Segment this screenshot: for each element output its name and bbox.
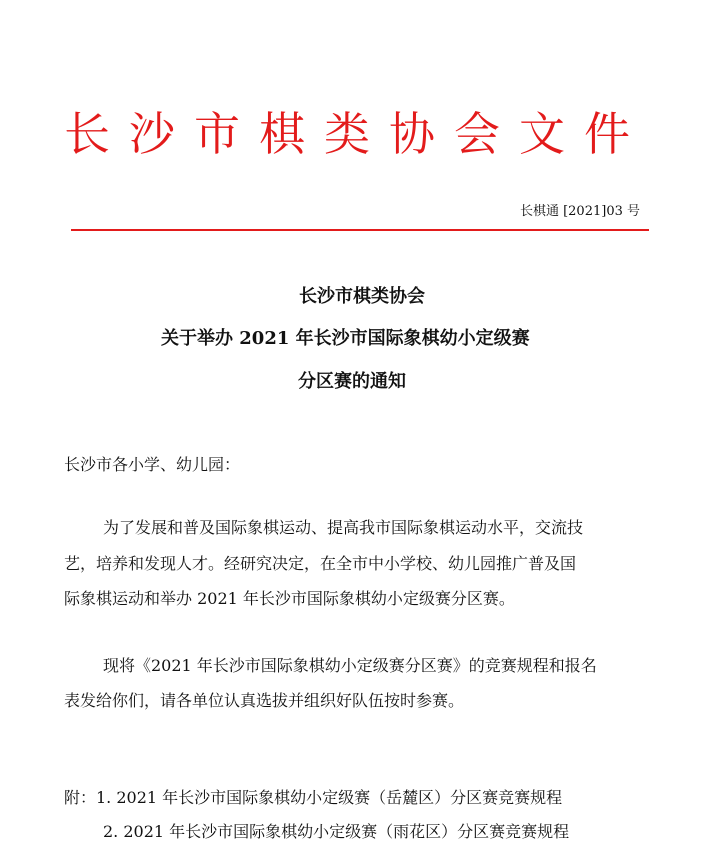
paragraph-1-line-2: 艺，培养和发现人才。经研究决定，在全市中小学校、幼儿园推广普及国 — [64, 554, 577, 573]
organization-header: 长沙市棋类协会文件 — [64, 107, 649, 161]
paragraph-2-line-1: 现将《2021 年长沙市国际象棋幼小定级赛分区赛》的竞赛规程和报名 — [103, 656, 597, 675]
attachment-item-2: 2. 2021 年长沙市国际象棋幼小定级赛（雨花区）分区赛竞赛规程 — [103, 822, 570, 841]
document-number: 长棋通 [2021]03 号 — [519, 204, 640, 219]
paragraph-1-line-3: 际象棋运动和举办 2021 年长沙市国际象棋幼小定级赛分区赛。 — [64, 589, 515, 608]
paragraph-2-line-2: 表发给你们，请各单位认真选拔并组织好队伍按时参赛。 — [64, 691, 465, 710]
attachment-item-1: 附：1. 2021 年长沙市国际象棋幼小定级赛（岳麓区）分区赛竞赛规程 — [64, 788, 563, 807]
red-divider-line — [71, 229, 649, 231]
salutation: 长沙市各小学、幼儿园： — [64, 455, 241, 474]
paragraph-1-line-1: 为了发展和普及国际象棋运动、提高我市国际象棋运动水平，交流技 — [103, 518, 584, 537]
title-line-1: 长沙市棋类协会 — [299, 286, 425, 307]
title-line-2: 关于举办 2021 年长沙市国际象棋幼小定级赛 — [161, 328, 530, 349]
title-line-3: 分区赛的通知 — [298, 371, 406, 392]
